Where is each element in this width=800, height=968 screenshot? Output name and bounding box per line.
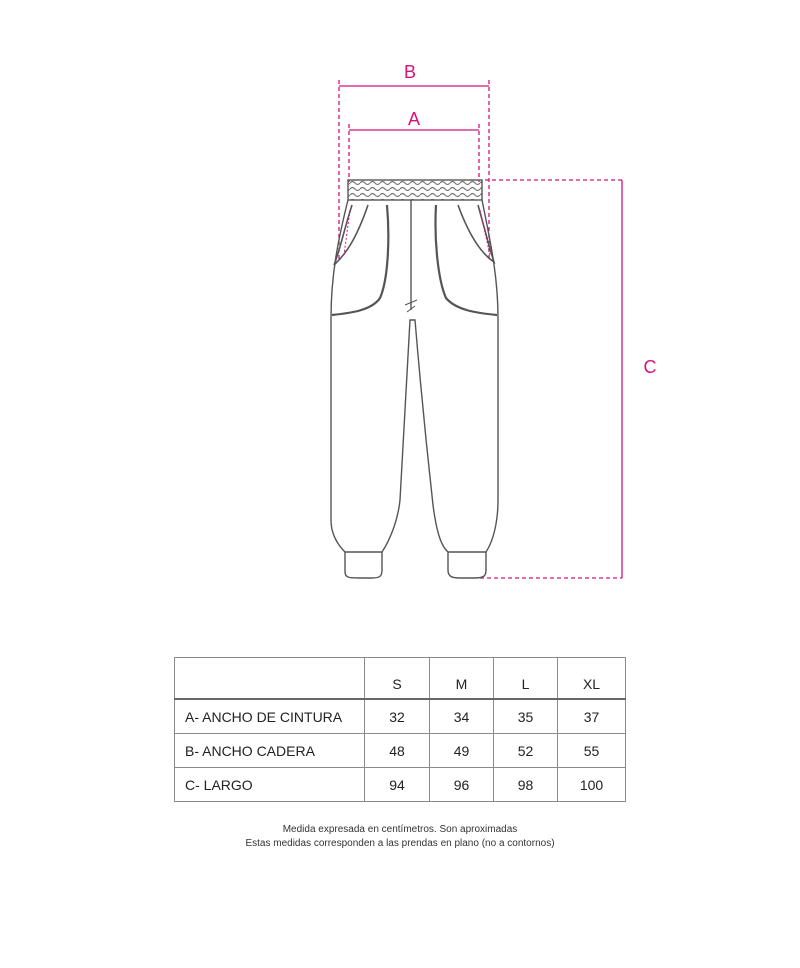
- size-table: [174, 657, 626, 802]
- row-label: B- ANCHO CADERA: [175, 734, 365, 768]
- measure-a-label: A: [407, 109, 421, 129]
- table-cell: 37: [558, 699, 626, 734]
- table-cell: 96: [430, 768, 494, 802]
- note-flat-measurements: Estas medidas corresponden a las prendas en plano (no a contornos): [245, 838, 555, 849]
- table-cell: 48: [365, 734, 430, 768]
- note-measurement-units: Medida expresada en centímetros. Son aproximadas: [282, 824, 518, 835]
- pants-outline: [331, 200, 498, 552]
- table-header-empty: [175, 658, 365, 700]
- size-s-header: S: [365, 658, 430, 700]
- left-pocket-bag: [332, 205, 388, 315]
- table-row: [175, 699, 626, 734]
- table-cell: 100: [558, 768, 626, 802]
- row-label: C- LARGO: [175, 768, 365, 802]
- right-cuff: [448, 552, 486, 578]
- size-xl-header: XL: [558, 658, 626, 700]
- table-header-row: [175, 658, 626, 700]
- row-label: A- ANCHO DE CINTURA: [175, 699, 365, 734]
- measure-a-line: [349, 124, 479, 182]
- right-pocket-bag: [435, 205, 497, 315]
- size-l-header: L: [494, 658, 558, 700]
- table-cell: 35: [494, 699, 558, 734]
- measure-b-label: B: [403, 62, 417, 82]
- measure-c-label: C: [643, 357, 657, 377]
- table-cell: 49: [430, 734, 494, 768]
- table-cell: 98: [494, 768, 558, 802]
- table-cell: 55: [558, 734, 626, 768]
- table-cell: 94: [365, 768, 430, 802]
- measure-b-line: [339, 80, 489, 260]
- pants-drawing: [331, 180, 498, 578]
- size-m-header: M: [430, 658, 494, 700]
- table-row: [175, 734, 626, 768]
- table-row: [175, 768, 626, 802]
- left-cuff: [345, 552, 382, 578]
- table-cell: 34: [430, 699, 494, 734]
- measure-c-line: [480, 180, 622, 578]
- table-cell: 52: [494, 734, 558, 768]
- table-cell: 32: [365, 699, 430, 734]
